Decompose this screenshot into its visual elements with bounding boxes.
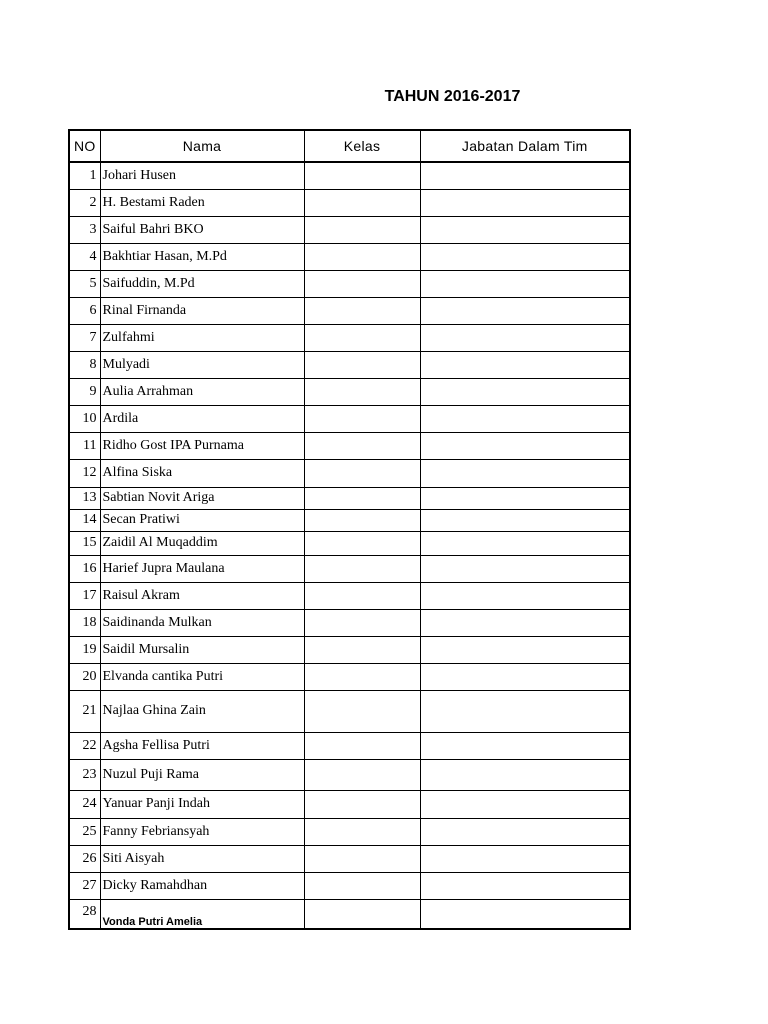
row-no: 19 [69,636,100,663]
row-kelas-cell[interactable] [304,162,420,189]
table-header-row [69,130,630,162]
member-table [68,129,631,930]
row-kelas-cell[interactable] [304,690,420,732]
row-nama: Zaidil Al Muqaddim [100,531,304,555]
row-no: 16 [69,555,100,582]
row-nama: Secan Pratiwi [100,509,304,531]
row-nama: Harief Jupra Maulana [100,555,304,582]
row-jabatan-cell[interactable] [420,487,630,509]
row-jabatan-cell[interactable] [420,759,630,790]
header-jabatan: Jabatan Dalam Tim [420,130,630,162]
row-jabatan-cell[interactable] [420,405,630,432]
row-kelas-cell[interactable] [304,609,420,636]
row-nama: Agsha Fellisa Putri [100,732,304,759]
row-jabatan-cell[interactable] [420,663,630,690]
row-no: 22 [69,732,100,759]
row-no: 6 [69,297,100,324]
row-jabatan-cell[interactable] [420,270,630,297]
row-jabatan-cell[interactable] [420,582,630,609]
row-nama: H. Bestami Raden [100,189,304,216]
row-kelas-cell[interactable] [304,378,420,405]
row-kelas-cell[interactable] [304,297,420,324]
row-no: 2 [69,189,100,216]
table-row [69,759,630,790]
table-row [69,324,630,351]
table-row [69,243,630,270]
table-row [69,636,630,663]
row-jabatan-cell[interactable] [420,162,630,189]
row-nama: Rinal Firnanda [100,297,304,324]
row-nama: Sabtian Novit Ariga [100,487,304,509]
row-jabatan-cell[interactable] [420,432,630,459]
row-no: 18 [69,609,100,636]
row-nama: Fanny Febriansyah [100,818,304,845]
row-kelas-cell[interactable] [304,189,420,216]
row-no: 24 [69,790,100,818]
table-row [69,351,630,378]
table-row [69,818,630,845]
row-jabatan-cell[interactable] [420,872,630,899]
row-kelas-cell[interactable] [304,487,420,509]
row-no: 10 [69,405,100,432]
row-kelas-cell[interactable] [304,216,420,243]
row-no: 20 [69,663,100,690]
row-kelas-cell[interactable] [304,555,420,582]
row-nama: Alfina Siska [100,459,304,487]
row-no: 4 [69,243,100,270]
row-kelas-cell[interactable] [304,509,420,531]
row-kelas-cell[interactable] [304,663,420,690]
row-kelas-cell[interactable] [304,899,420,929]
row-jabatan-cell[interactable] [420,732,630,759]
row-kelas-cell[interactable] [304,845,420,872]
row-kelas-cell[interactable] [304,459,420,487]
row-jabatan-cell[interactable] [420,609,630,636]
page-title: TAHUN 2016-2017 [384,88,521,105]
row-jabatan-cell[interactable] [420,555,630,582]
table-row [69,405,630,432]
row-no: 11 [69,432,100,459]
table-row [69,297,630,324]
row-nama: Siti Aisyah [100,845,304,872]
row-no: 23 [69,759,100,790]
row-jabatan-cell[interactable] [420,378,630,405]
table-row [69,872,630,899]
table-row [69,487,630,509]
row-no: 17 [69,582,100,609]
table-row [69,509,630,531]
row-kelas-cell[interactable] [304,243,420,270]
row-nama: Johari Husen [100,162,304,189]
row-jabatan-cell[interactable] [420,297,630,324]
row-kelas-cell[interactable] [304,405,420,432]
row-nama: Ridho Gost IPA Purnama [100,432,304,459]
table-row [69,459,630,487]
row-kelas-cell[interactable] [304,432,420,459]
row-no: 25 [69,818,100,845]
table-row [69,845,630,872]
row-no: 9 [69,378,100,405]
row-no: 8 [69,351,100,378]
row-jabatan-cell[interactable] [420,216,630,243]
table-row [69,690,630,732]
row-no: 26 [69,845,100,872]
table-row [69,899,630,929]
header-kelas: Kelas [304,130,420,162]
table-row [69,663,630,690]
row-jabatan-cell[interactable] [420,845,630,872]
row-kelas-cell[interactable] [304,759,420,790]
row-jabatan-cell[interactable] [420,790,630,818]
row-jabatan-cell[interactable] [420,531,630,555]
row-jabatan-cell[interactable] [420,351,630,378]
row-nama: Saidinanda Mulkan [100,609,304,636]
row-no: 13 [69,487,100,509]
header-nama: Nama [100,130,304,162]
table-row [69,609,630,636]
row-nama: Ardila [100,405,304,432]
row-nama: Najlaa Ghina Zain [100,690,304,732]
row-kelas-cell[interactable] [304,732,420,759]
table-row [69,189,630,216]
row-nama: Dicky Ramahdhan [100,872,304,899]
row-no: 3 [69,216,100,243]
row-kelas-cell[interactable] [304,270,420,297]
row-no: 15 [69,531,100,555]
row-kelas-cell[interactable] [304,351,420,378]
row-no: 1 [69,162,100,189]
table-row [69,531,630,555]
row-kelas-cell[interactable] [304,872,420,899]
table-row [69,216,630,243]
row-nama: Saidil Mursalin [100,636,304,663]
row-nama: Bakhtiar Hasan, M.Pd [100,243,304,270]
row-kelas-cell[interactable] [304,790,420,818]
row-no: 7 [69,324,100,351]
row-no: 21 [69,690,100,732]
table-row [69,555,630,582]
table-row [69,732,630,759]
row-jabatan-cell[interactable] [420,324,630,351]
row-nama: Vonda Putri Amelia [100,899,304,929]
row-jabatan-cell[interactable] [420,509,630,531]
table-row [69,432,630,459]
row-nama: Aulia Arrahman [100,378,304,405]
row-kelas-cell[interactable] [304,582,420,609]
row-no: 5 [69,270,100,297]
row-jabatan-cell[interactable] [420,818,630,845]
row-nama: Saiful Bahri BKO [100,216,304,243]
table-row [69,790,630,818]
row-nama: Yanuar Panji Indah [100,790,304,818]
row-jabatan-cell[interactable] [420,459,630,487]
row-nama: Zulfahmi [100,324,304,351]
row-nama: Saifuddin, M.Pd [100,270,304,297]
row-jabatan-cell[interactable] [420,690,630,732]
row-jabatan-cell[interactable] [420,899,630,929]
table-row [69,270,630,297]
table-row [69,378,630,405]
row-no: 14 [69,509,100,531]
row-nama: Nuzul Puji Rama [100,759,304,790]
row-jabatan-cell[interactable] [420,636,630,663]
header-no: NO [69,130,100,162]
row-nama: Raisul Akram [100,582,304,609]
row-nama: Mulyadi [100,351,304,378]
row-kelas-cell[interactable] [304,324,420,351]
row-kelas-cell[interactable] [304,818,420,845]
row-kelas-cell[interactable] [304,636,420,663]
row-no: 12 [69,459,100,487]
row-no: 28 [69,899,100,929]
row-jabatan-cell[interactable] [420,243,630,270]
row-jabatan-cell[interactable] [420,189,630,216]
row-no: 27 [69,872,100,899]
table-row [69,582,630,609]
row-nama: Elvanda cantika Putri [100,663,304,690]
row-kelas-cell[interactable] [304,531,420,555]
table-row [69,162,630,189]
